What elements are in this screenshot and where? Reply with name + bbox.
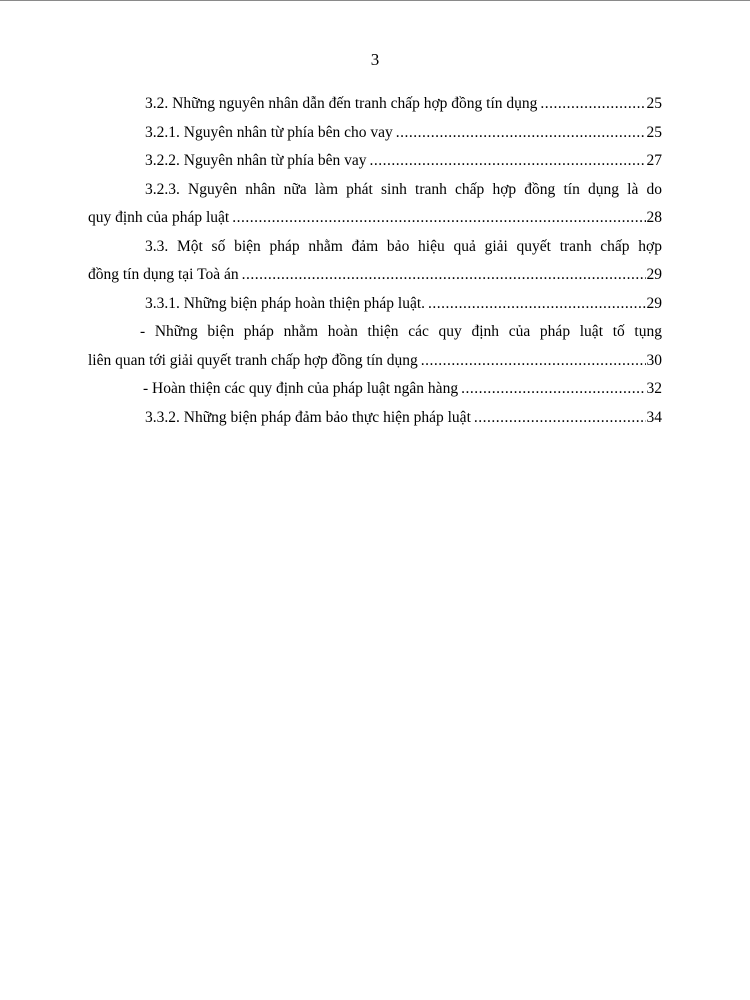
toc-entry-title-first-line: - Những biện pháp nhằm hoàn thiện các quy định của pháp luật tố tụng — [140, 323, 662, 340]
toc-entry-procedural-law[interactable] — [88, 318, 662, 375]
toc-entry-title-first-line: 3.2.3. Nguyên nhân nữa làm phát sinh tranh chấp hợp đồng tín dụng là do — [145, 180, 662, 198]
toc-entry-page: 28 — [646, 209, 662, 226]
toc-entry-title: 3.3.1. Những biện pháp hoàn thiện pháp luật. — [145, 294, 426, 312]
toc-entry-3-2[interactable] — [88, 90, 662, 119]
toc-leader-dots — [474, 404, 646, 433]
toc-entry-page: 25 — [646, 123, 662, 141]
toc-entry-3-2-1[interactable] — [88, 119, 662, 148]
toc-entry-title: - Hoàn thiện các quy định của pháp luật ngân hàng — [143, 380, 459, 397]
toc-entry-title: 3.3.2. Những biện pháp đảm bảo thực hiện pháp luật — [145, 408, 471, 426]
toc-leader-dots — [369, 147, 645, 176]
toc-entry-3-3-1[interactable] — [88, 290, 662, 319]
toc-entry-title: đồng tín dụng tại Toà án — [88, 266, 239, 283]
toc-leader-dots — [232, 204, 645, 233]
toc-entry-3-3-2[interactable] — [88, 404, 662, 433]
toc-entry-page: 34 — [646, 408, 662, 426]
toc-leader-dots — [396, 119, 646, 148]
toc-entry-title: 3.2.1. Nguyên nhân từ phía bên cho vay — [145, 123, 393, 141]
toc-leader-dots — [540, 90, 645, 119]
toc-leader-dots — [421, 347, 646, 376]
toc-entry-page: 32 — [646, 380, 662, 397]
toc-entry-title: 3.2. Những nguyên nhân dẫn đến tranh chấp hợp đồng tín dụng — [145, 95, 538, 112]
toc-entry-page: 29 — [646, 266, 662, 283]
table-of-contents — [88, 90, 662, 432]
toc-entry-title-first-line: 3.3. Một số biện pháp nhằm đảm bảo hiệu quả giải quyết tranh chấp hợp — [145, 237, 662, 255]
toc-entry-page: 30 — [646, 351, 662, 369]
toc-entry-title: 3.2.2. Nguyên nhân từ phía bên vay — [145, 152, 367, 169]
toc-entry-page: 27 — [646, 152, 662, 169]
toc-entry-3-2-2[interactable] — [88, 147, 662, 176]
toc-entry-3-2-3[interactable] — [88, 176, 662, 233]
page-number: 3 — [370, 50, 380, 69]
toc-leader-dots — [461, 375, 645, 404]
toc-entry-page: 25 — [646, 95, 662, 112]
toc-leader-dots — [428, 290, 645, 319]
toc-entry-title: liên quan tới giải quyết tranh chấp hợp đồng tín dụng — [88, 351, 418, 369]
toc-entry-page: 29 — [646, 294, 662, 312]
toc-entry-3-3[interactable] — [88, 233, 662, 290]
toc-entry-title: quy định của pháp luật — [88, 209, 230, 226]
toc-leader-dots — [242, 261, 646, 290]
toc-entry-banking-law[interactable] — [88, 375, 662, 404]
page-top-border — [0, 0, 750, 1]
